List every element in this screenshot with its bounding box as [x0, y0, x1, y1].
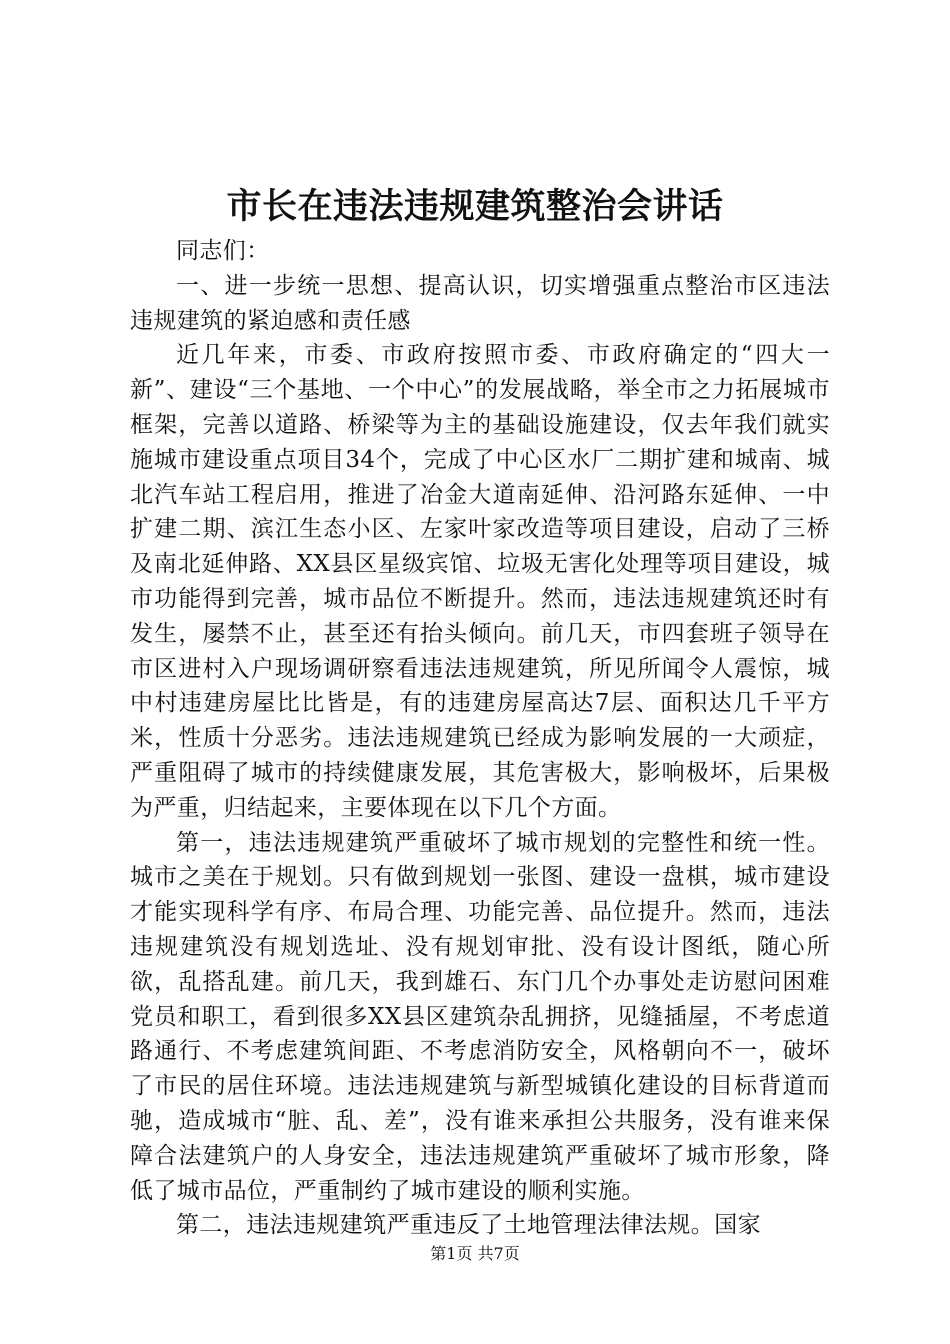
page-number-footer: 第1页 共7页: [430, 1244, 520, 1263]
body-paragraph: 近几年来，市委、市政府按照市委、市政府确定的“四大一新”、建设“三个基地、一个中心”的发展战略，举全市之力拓展城市框架，完善以道路、桥梁等为主的基础设施建设，仅去年我们就实施城市建设重点项目34个，完成了中心区水厂二期扩建和城南、城北汽车站工程启用，推进了冶金大道南延伸、沿河路东延伸、一中扩建二期、滨江生态小区、左家叶家改造等项目建设，启动了三桥及南北延伸路、XX县区星级宾馆、垃圾无害化处理等项目建设，城市功能得到完善，城市品位不断提升。然而，违法违规建筑还时有发生，屡禁不止，甚至还有抬头倾向。前几天，市四套班子领导在市区进村入户现场调研察看违法违规建筑，所见所闻令人震惊，城中村违建房屋比比皆是，有的违建房屋高达7层、面积达几千平方米，性质十分恶劣。违法违规建筑已经成为影响发展的一大顽症，严重阻碍了城市的持续健康发展，其危害极大，影响极坏，后果极为严重，归结起来，主要体现在以下几个方面。: [130, 342, 830, 821]
body-paragraph: 第二，违法违规建筑严重违反了土地管理法律法规。国家: [176, 1212, 761, 1239]
document-title: 市长在违法违规建筑整治会讲话: [226, 186, 724, 227]
salutation-paragraph: 同志们：: [176, 238, 270, 264]
section-heading-paragraph: 一、进一步统一思想、提高认识，切实增强重点整治市区违法违规建筑的紧迫感和责任感: [130, 272, 830, 334]
body-paragraph: 第一，违法违规建筑严重破坏了城市规划的完整性和统一性。城市之美在于规划。只有做到规划一张图、建设一盘棋，城市建设才能实现科学有序、布局合理、功能完善、品位提升。然而，违法违规建筑没有规划选址、没有规划审批、没有设计图纸，随心所欲，乱搭乱建。前几天，我到雄石、东门几个办事处走访慰问困难党员和职工，看到很多XX县区建筑杂乱拥挤，见缝插屋，不考虑道路通行、不考虑建筑间距、不考虑消防安全，风格朝向不一，破坏了市民的居住环境。违法违规建筑与新型城镇化建设的目标背道而驰，造成城市“脏、乱、差”，没有谁来承担公共服务，没有谁来保障合法建筑户的人身安全，违法违规建筑严重破坏了城市形象，降低了城市品位，严重制约了城市建设的顺利实施。: [130, 829, 830, 1204]
document-body: [130, 234, 830, 1243]
